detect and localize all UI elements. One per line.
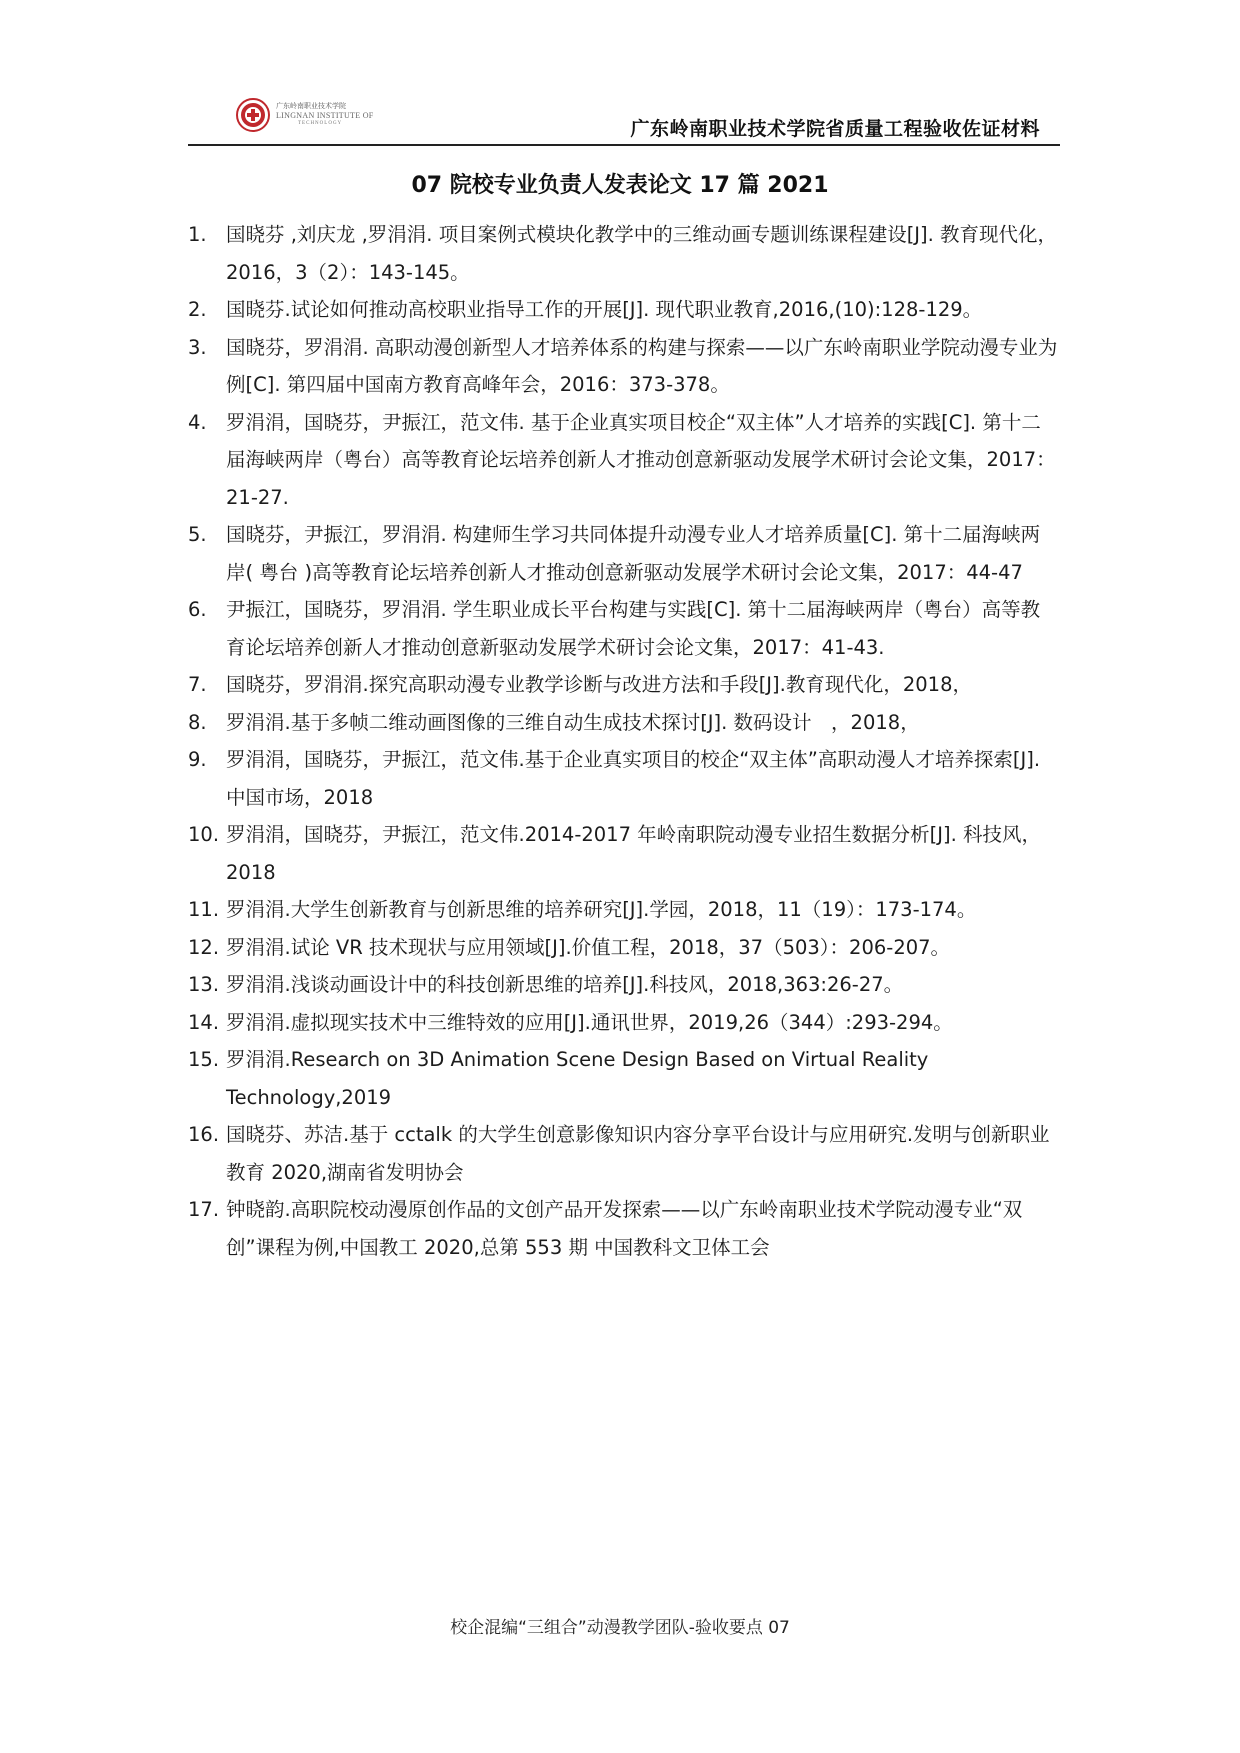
reference-item bbox=[188, 741, 1058, 816]
reference-text: 国晓芬.试论如何推动高校职业指导工作的开展[J]. 现代职业教育,2016,(10):128-129。 bbox=[226, 298, 983, 321]
reference-number: 16. bbox=[188, 1123, 220, 1146]
reference-text: 国晓芬 ,刘庆龙 ,罗涓涓. 项目案例式模块化教学中的三维动画专题训练课程建设[J]. 教育现代化，2016，3（2）：143-145。 bbox=[226, 223, 1058, 284]
reference-text: 罗涓涓.Research on 3D Animation Scene Design Based on Virtual Reality Technology,2019 bbox=[226, 1048, 929, 1109]
reference-text: 国晓芬，罗涓涓. 高职动漫创新型人才培养体系的构建与探索——以广东岭南职业学院动漫专业为例[C]. 第四届中国南方教育高峰年会，2016：373-378。 bbox=[226, 335, 1058, 396]
reference-item bbox=[188, 966, 1058, 1004]
reference-item bbox=[188, 1191, 1058, 1266]
school-logo bbox=[236, 96, 386, 136]
reference-text: 罗涓涓.基于多帧二维动画图像的三维自动生成技术探讨[J]. 数码设计 ，2018， bbox=[226, 710, 920, 734]
reference-text: 国晓芬，罗涓涓.探究高职动漫专业教学诊断与改进方法和手段[J].教育现代化，2018， bbox=[226, 673, 972, 696]
reference-text: 罗涓涓.试论 VR 技术现状与应用领域[J].价值工程，2018，37（503）：206-207。 bbox=[226, 935, 951, 959]
school-seal-icon bbox=[236, 98, 270, 132]
reference-item bbox=[188, 329, 1058, 404]
reference-text: 罗涓涓，国晓芬，尹振江，范文伟.基于企业真实项目的校企“双主体”高职动漫人才培养探索[J].中国市场，2018 bbox=[226, 748, 1041, 809]
reference-number: 1. bbox=[188, 223, 207, 246]
reference-item bbox=[188, 1004, 1058, 1042]
logo-name-en: LINGNAN INSTITUTE OF bbox=[276, 111, 374, 120]
reference-number: 2. bbox=[188, 298, 207, 321]
reference-number: 14. bbox=[188, 1010, 220, 1034]
logo-name-en-sub: TECHNOLOGY bbox=[298, 121, 343, 126]
reference-item bbox=[188, 591, 1058, 666]
reference-number: 7. bbox=[188, 673, 207, 696]
reference-number: 12. bbox=[188, 935, 220, 959]
reference-item bbox=[188, 1116, 1058, 1191]
reference-text: 尹振江，国晓芬，罗涓涓. 学生职业成长平台构建与实践[C]. 第十二届海峡两岸（粤台）高等教育论坛培养创新人才推动创意新驱动发展学术研讨会论文集，2017：41-43. bbox=[226, 598, 1041, 659]
reference-text: 罗涓涓.虚拟现实技术中三维特效的应用[J].通讯世界，2019,26（344）:293-294。 bbox=[226, 1010, 953, 1034]
reference-item bbox=[188, 816, 1058, 891]
reference-item bbox=[188, 704, 1058, 742]
reference-item bbox=[188, 291, 1058, 329]
reference-text: 罗涓涓.大学生创新教育与创新思维的培养研究[J].学园，2018，11（19）：173-174。 bbox=[226, 898, 977, 921]
reference-item bbox=[188, 404, 1058, 517]
header-title: 广东岭南职业技术学院省质量工程验收佐证材料 bbox=[630, 118, 1040, 140]
reference-item bbox=[188, 516, 1058, 591]
document-title: 07 院校专业负责人发表论文 17 篇 2021 bbox=[411, 173, 829, 198]
reference-number: 15. bbox=[188, 1048, 220, 1071]
logo-name-cn: 广东岭南职业技术学院 bbox=[276, 102, 346, 110]
reference-number: 17. bbox=[188, 1198, 220, 1221]
page-header bbox=[188, 92, 1060, 146]
reference-item bbox=[188, 1041, 1058, 1116]
reference-text: 国晓芬、苏洁.基于 cctalk 的大学生创意影像知识内容分享平台设计与应用研究.发明与创新职业教育 2020,湖南省发明协会 bbox=[226, 1123, 1050, 1184]
reference-item bbox=[188, 891, 1058, 929]
reference-number: 4. bbox=[188, 410, 207, 434]
reference-text: 罗涓涓，国晓芬，尹振江，范文伟.2014-2017 年岭南职院动漫专业招生数据分析[J]. 科技风，2018 bbox=[226, 823, 1042, 884]
reference-text: 国晓芬，尹振江，罗涓涓. 构建师生学习共同体提升动漫专业人才培养质量[C]. 第十二届海峡两岸( 粤台 )高等教育论坛培养创新人才推动创意新驱动发展学术研讨会论文集，2017：44-47 bbox=[226, 523, 1041, 584]
reference-number: 8. bbox=[188, 710, 207, 734]
reference-number: 3. bbox=[188, 335, 207, 359]
reference-list bbox=[188, 216, 1058, 1266]
reference-number: 13. bbox=[188, 973, 220, 996]
reference-number: 5. bbox=[188, 523, 207, 546]
reference-text: 罗涓涓.浅谈动画设计中的科技创新思维的培养[J].科技风，2018,363:26-27。 bbox=[226, 973, 904, 996]
reference-number: 6. bbox=[188, 598, 207, 621]
reference-item bbox=[188, 666, 1058, 704]
reference-number: 10. bbox=[188, 823, 220, 846]
reference-text: 罗涓涓，国晓芬，尹振江，范文伟. 基于企业真实项目校企“双主体”人才培养的实践[C]. 第十二届海峡两岸（粤台）高等教育论坛培养创新人才推动创意新驱动发展学术研讨会论文集，2017：21-27. bbox=[226, 410, 1056, 509]
reference-item bbox=[188, 216, 1058, 291]
reference-item bbox=[188, 929, 1058, 967]
reference-number: 11. bbox=[188, 898, 220, 921]
page-footer: 校企混编“三组合”动漫教学团队-验收要点 07 bbox=[450, 1618, 790, 1638]
reference-text: 钟晓韵.高职院校动漫原创作品的文创产品开发探索——以广东岭南职业技术学院动漫专业“双创”课程为例,中国教工 2020,总第 553 期 中国教科文卫体工会 bbox=[226, 1198, 1023, 1259]
reference-number: 9. bbox=[188, 748, 207, 771]
